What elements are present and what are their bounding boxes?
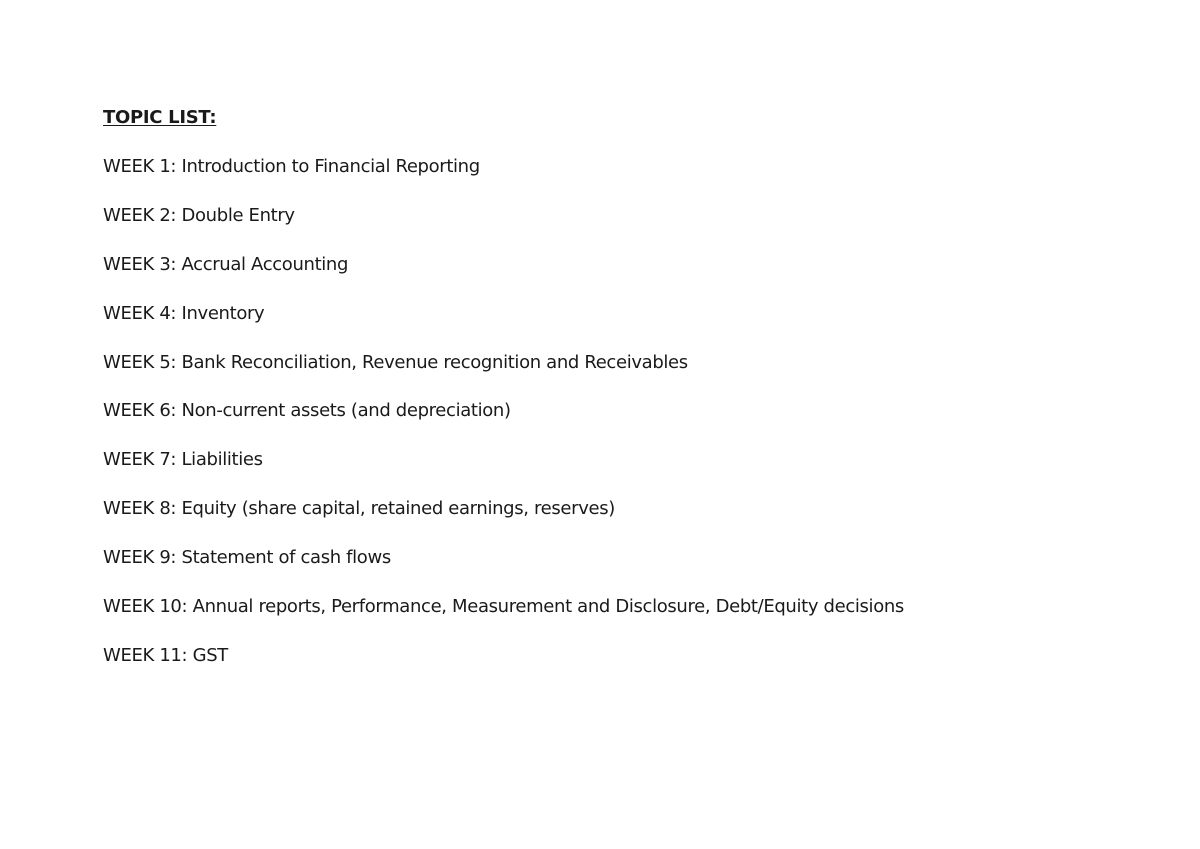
topic-week-1: WEEK 1: Introduction to Financial Reporting bbox=[103, 156, 480, 177]
topic-list-heading: TOPIC LIST: bbox=[103, 107, 217, 128]
topic-week-9: WEEK 9: Statement of cash flows bbox=[103, 547, 391, 569]
topic-week-4: WEEK 4: Inventory bbox=[103, 302, 265, 324]
topic-week-5: WEEK 5: Bank Reconciliation, Revenue recognition and Receivables bbox=[103, 351, 688, 373]
topic-week-10: WEEK 10: Annual reports, Performance, Measurement and Disclosure, Debt/Equity decisions bbox=[103, 596, 904, 618]
topic-week-6: WEEK 6: Non-current assets (and depreciation) bbox=[103, 400, 511, 422]
topic-list bbox=[103, 153, 1143, 670]
topic-week-2: WEEK 2: Double Entry bbox=[103, 204, 295, 226]
topic-week-8: WEEK 8: Equity (share capital, retained earnings, reserves) bbox=[103, 498, 615, 520]
topic-week-3: WEEK 3: Accrual Accounting bbox=[103, 253, 349, 275]
topic-week-11: WEEK 11: GST bbox=[103, 644, 228, 666]
document-content bbox=[103, 104, 1143, 691]
topic-week-7: WEEK 7: Liabilities bbox=[103, 449, 263, 471]
